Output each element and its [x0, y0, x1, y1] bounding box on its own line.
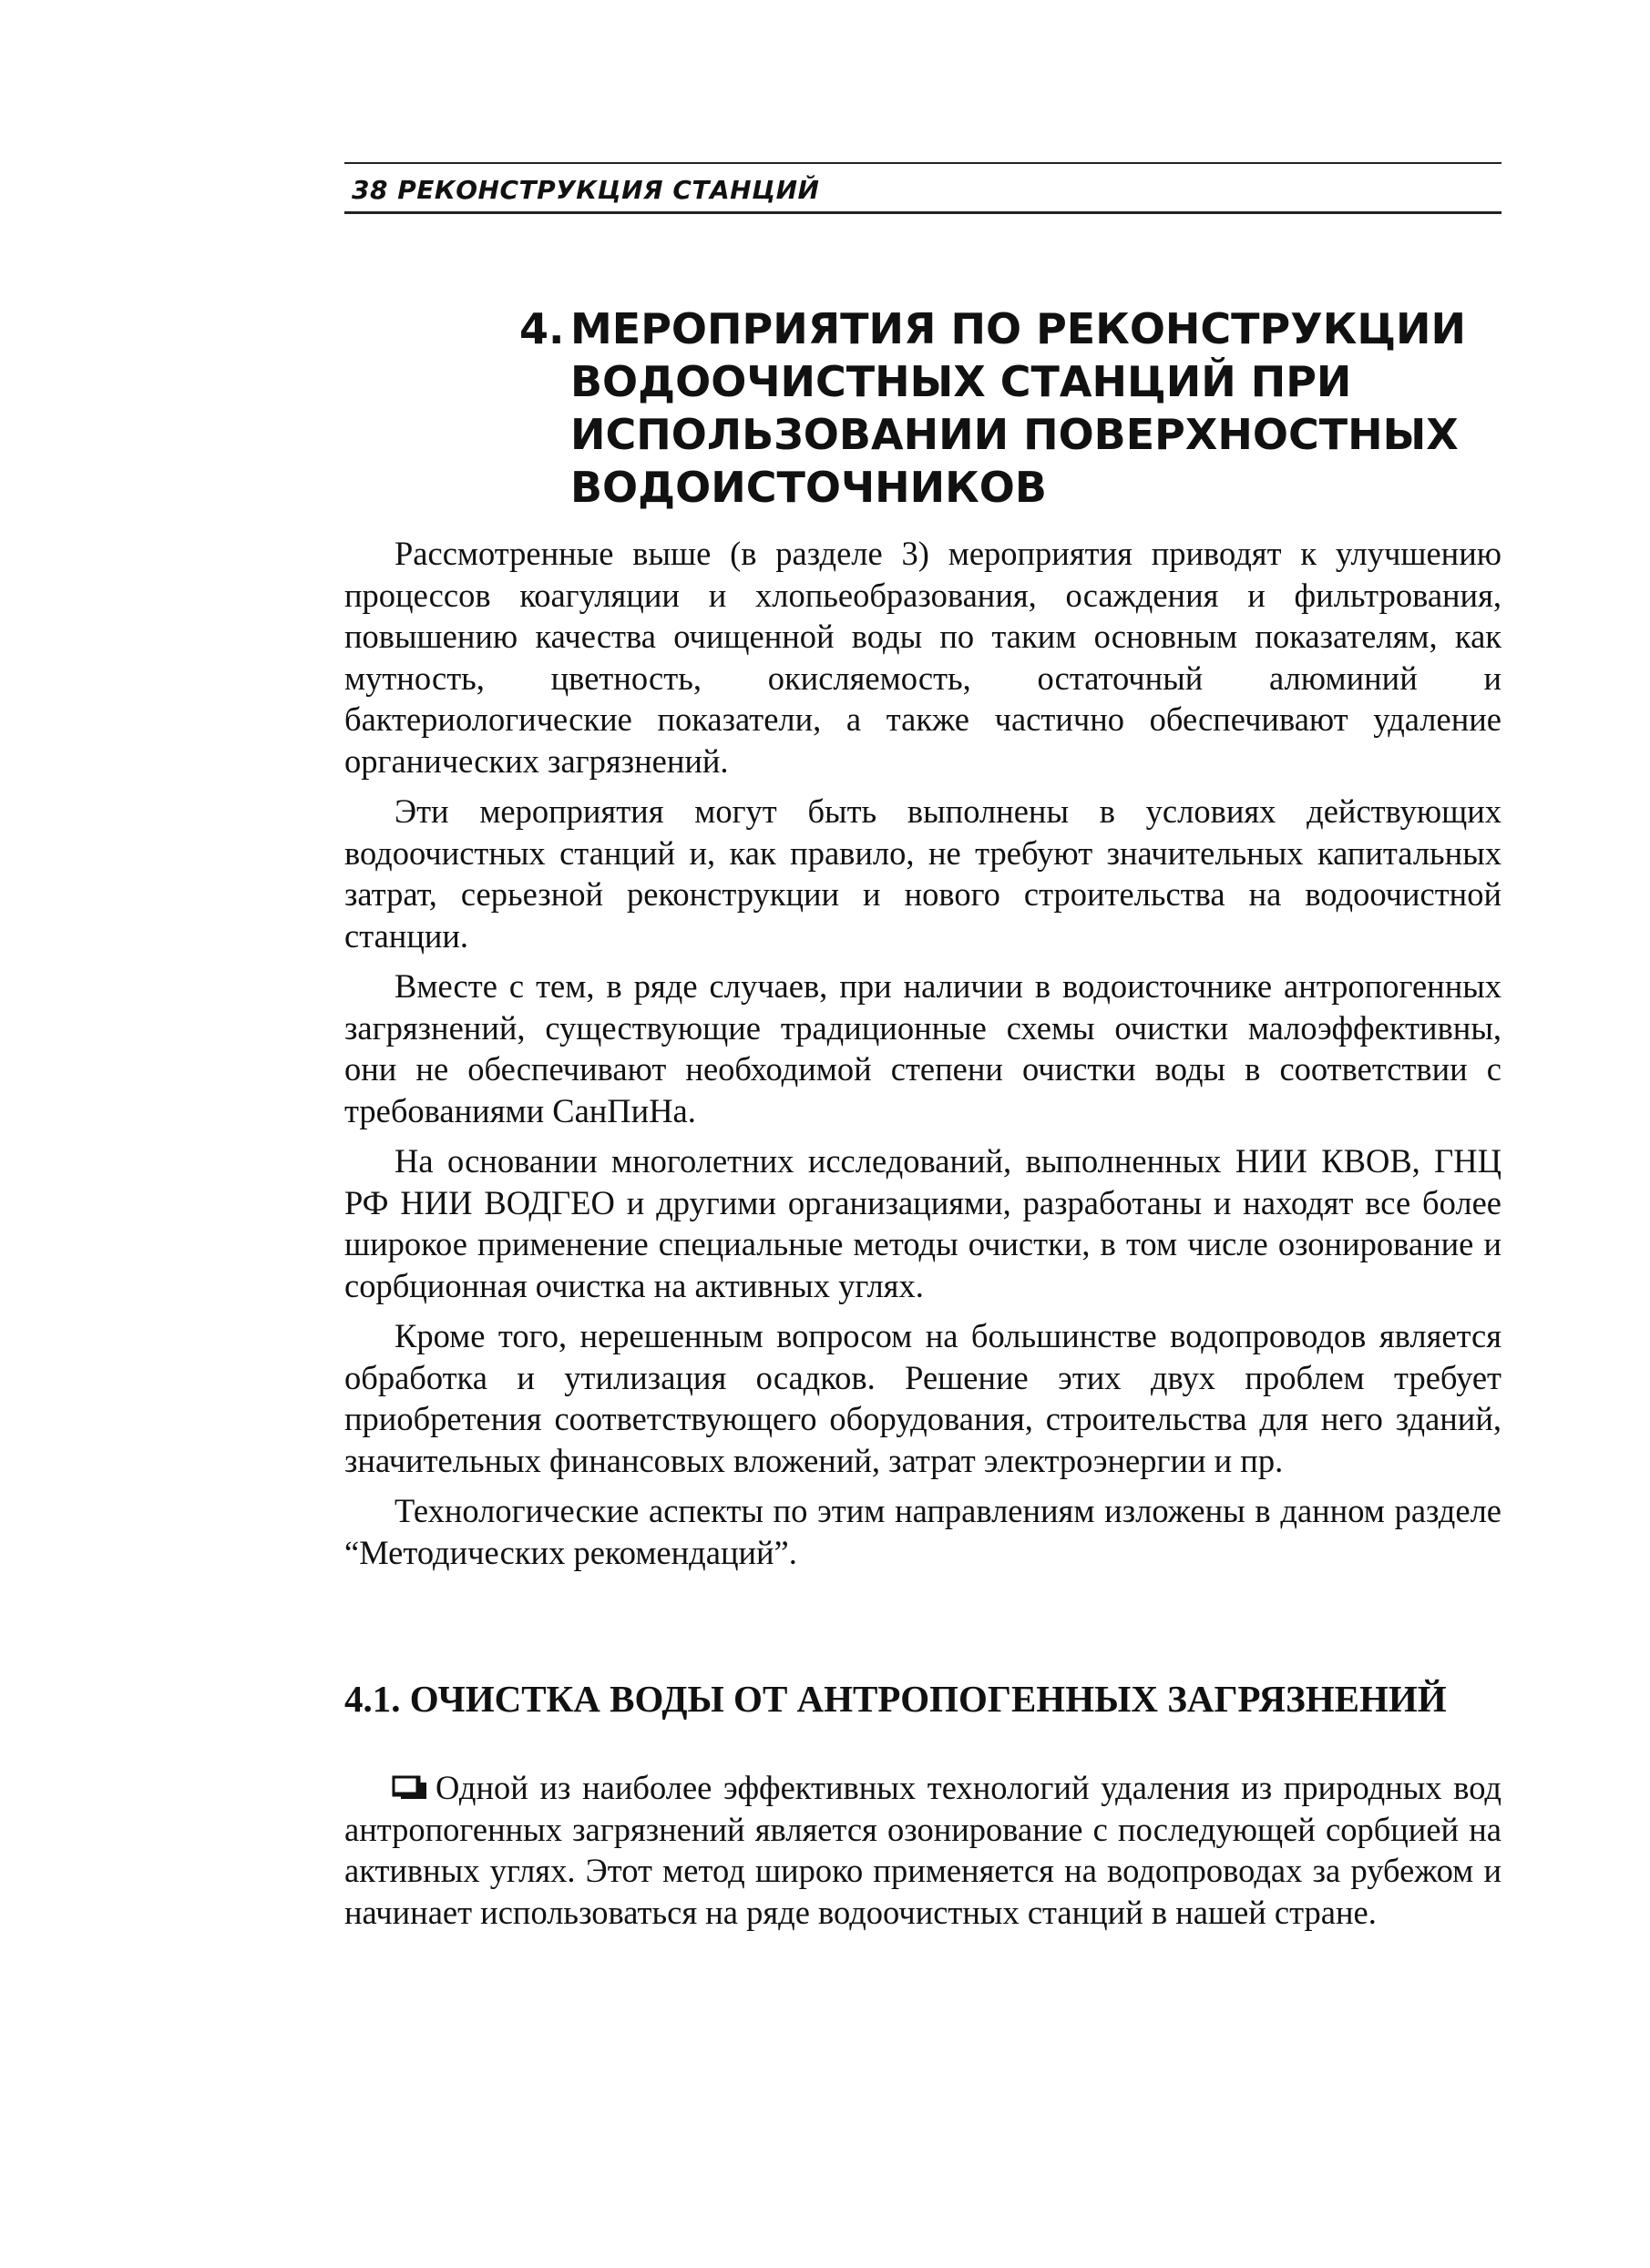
paragraph: Кроме того, нерешенным вопросом на большинстве водопроводов является обработка и утилизация осадков. Решение этих двух проблем требует приобретения соответствующего оборудования, строительства для него зданий, значительных финансовых вложений, затрат электроэнергии и пр.	[344, 1317, 1501, 1479]
chapter-body	[344, 533, 1501, 1582]
paragraph: Рассмотренные выше (в разделе 3) мероприятия приводят к улучшению процессов коагуляции и хлопьеобразования, осаждения и фильтрования, повышению качества очищенной воды по таким основным показателям, как мутность, цветность, окисляемость, остаточный алюминий и бактериологические показатели, а также частично обеспечивают удаление органических загрязнений.	[344, 535, 1501, 780]
chapter-title-line-4: ВОДОИСТОЧНИКОВ	[570, 463, 1047, 512]
running-head	[344, 162, 1501, 214]
chapter-title	[519, 302, 1503, 514]
running-head-title: РЕКОНСТРУКЦИЯ СТАНЦИЙ	[397, 175, 820, 205]
section-paragraph	[344, 1767, 1501, 1933]
section-paragraph-text: Одной из наиболее эффективных технологий удаления из природных вод антропогенных загрязнений является озонирование с последующей сорбцией на активных углях. Этот метод широко применяется на водопроводах за рубежом и начинает использоваться на ряде водоочистных станций в нашей стране.	[344, 1769, 1501, 1931]
paragraph: На основании многолетних исследований, выполненных НИИ КВОВ, ГНЦ РФ НИИ ВОДГЕО и другими организациями, разработаны и находят все более широкое применение специальные методы очистки, в том числе озонирование и сорбционная очистка на активных углях.	[344, 1142, 1501, 1304]
section-body	[344, 1767, 1501, 1933]
section-title: 4.1. ОЧИСТКА ВОДЫ ОТ АНТРОПОГЕННЫХ ЗАГРЯЗНЕНИЙ	[344, 1678, 1447, 1720]
paragraph: Вместе с тем, в ряде случаев, при наличии в водоисточнике антропогенных загрязнений, существующие традиционные схемы очистки малоэффективны, они не обеспечивают необходимой степени очистки воды в соответствии с требованиями СанПиНа.	[344, 967, 1501, 1129]
chapter-title-line-3: ИСПОЛЬЗОВАНИИ ПОВЕРХНОСТНЫХ	[570, 410, 1459, 459]
chapter-title-line-2: ВОДООЧИСТНЫХ СТАНЦИЙ ПРИ	[570, 357, 1352, 406]
page-number: 38	[352, 175, 388, 205]
chapter-number: 4.	[519, 304, 565, 353]
chapter-title-text-1: МЕРОПРИЯТИЯ ПО РЕКОНСТРУКЦИИ	[570, 304, 1467, 353]
paragraph: Технологические аспекты по этим направлениям изложены в данном разделе “Методических рекомендаций”.	[344, 1492, 1501, 1571]
chapter-title-line-1	[519, 302, 1503, 355]
running-head-text	[352, 175, 819, 205]
paragraph: Эти мероприятия могут быть выполнены в условиях действующих водоочистных станций и, как правило, не требуют значительных капитальных затрат, серьезной реконструкции и нового строительства на водоочистной станции.	[344, 792, 1501, 955]
